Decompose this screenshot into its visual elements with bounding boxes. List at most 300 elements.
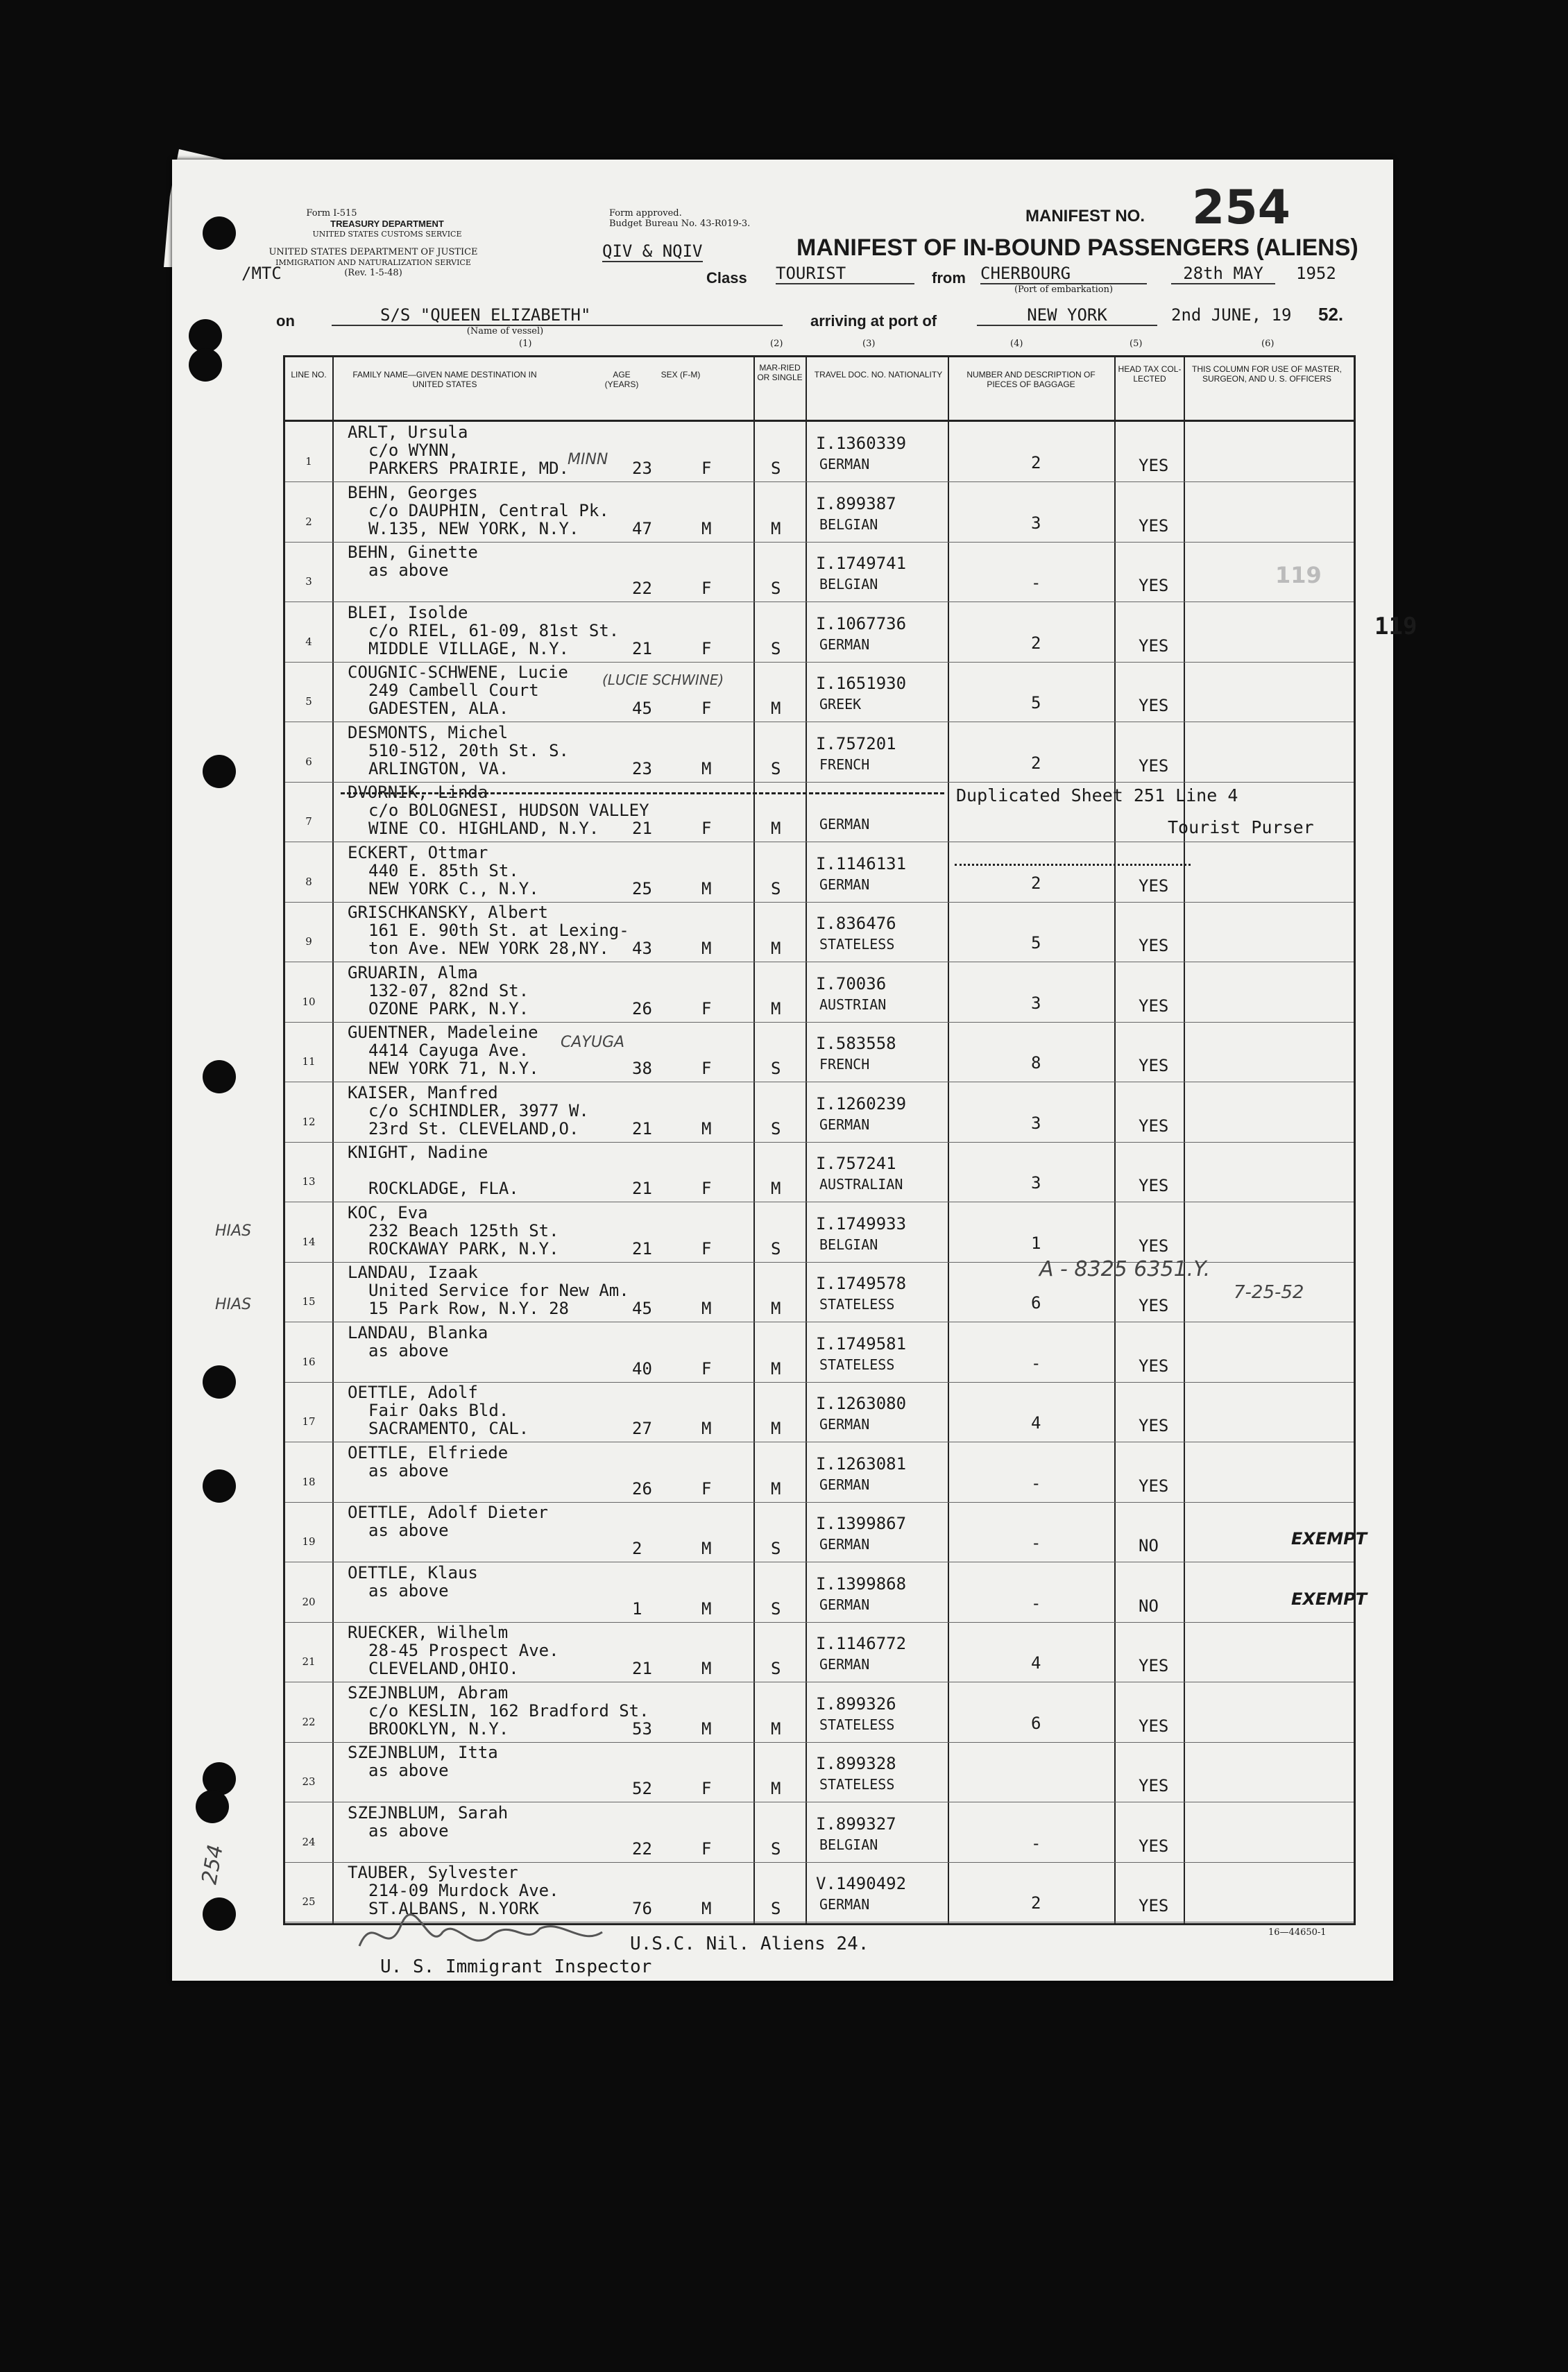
sex: M [701, 1718, 712, 1739]
sex: F [701, 1238, 712, 1258]
address-line: as above [368, 1820, 449, 1841]
age: 2 [632, 1539, 642, 1558]
age: 21 [632, 819, 652, 838]
travel-doc: I.1749578 [816, 1274, 907, 1293]
family-name: ECKERT, Ottmar [348, 842, 488, 862]
revision: (Rev. 1-5-48) [344, 268, 402, 278]
head-tax: NO [1139, 1536, 1159, 1555]
class-label: Class [706, 269, 747, 287]
marital-status: S [771, 1238, 781, 1258]
line-number: 23 [302, 1775, 316, 1788]
travel-doc: I.70036 [816, 973, 887, 993]
table-row [285, 1322, 1354, 1383]
age: 1 [632, 1598, 642, 1619]
travel-doc: I.1146772 [816, 1634, 907, 1653]
sex: F [701, 1059, 712, 1078]
address-line: 214-09 Murdock Ave. [368, 1881, 559, 1900]
head-tax: YES [1139, 1236, 1169, 1256]
family-name: ARLT, Ursula [348, 423, 468, 442]
address-line: ARLINGTON, VA. [368, 758, 509, 778]
table-row [285, 542, 1354, 602]
sex: M [701, 1659, 712, 1678]
age: 47 [632, 518, 652, 538]
age: 45 [632, 1299, 652, 1318]
departure-date: 28th MAY [1171, 264, 1275, 284]
marital-status: M [771, 998, 781, 1018]
baggage-count: - [1031, 1353, 1041, 1373]
address-line: OZONE PARK, N.Y. [368, 998, 529, 1018]
marital-status: M [771, 939, 781, 958]
marital-status: S [771, 1059, 781, 1078]
address-line: 132-07, 82nd St. [368, 980, 529, 1000]
marital-status: S [771, 758, 781, 778]
address-line: ton Ave. NEW YORK 28,NY. [368, 939, 609, 958]
nationality: STATELESS [819, 936, 895, 953]
address-line: as above [368, 1580, 449, 1601]
family-name: OETTLE, Klaus [348, 1562, 478, 1582]
head-tax: YES [1139, 1296, 1169, 1315]
head-tax: YES [1139, 1416, 1169, 1435]
marital-status: S [771, 1598, 781, 1619]
family-name: OETTLE, Adolf Dieter [348, 1503, 548, 1522]
nationality: AUSTRALIAN [819, 1176, 903, 1193]
age: 26 [632, 998, 652, 1018]
baggage-count: 2 [1031, 873, 1041, 893]
head-tax: YES [1139, 1896, 1169, 1915]
travel-doc: I.757201 [816, 733, 896, 753]
age: 21 [632, 1118, 652, 1138]
address-line: United Service for New Am. [368, 1281, 629, 1300]
travel-doc: I.1263081 [816, 1453, 907, 1474]
age: 26 [632, 1478, 652, 1499]
travel-doc: I.1360339 [816, 434, 907, 453]
marital-status: M [771, 1478, 781, 1499]
table-row [285, 662, 1354, 722]
age: 21 [632, 1238, 652, 1258]
family-name: DVORNIK, Linda [348, 783, 488, 802]
embarkation-note: (Port of embarkation) [1014, 284, 1114, 295]
travel-doc: I.583558 [816, 1034, 896, 1053]
address-line: as above [368, 561, 449, 580]
address-line: as above [368, 1460, 449, 1481]
family-name: LANDAU, Izaak [348, 1263, 478, 1282]
passenger-table [283, 355, 1417, 1925]
header-line: LINE NO. [291, 370, 327, 379]
table-row [285, 1802, 1354, 1863]
age: 23 [632, 459, 652, 478]
marital-status: M [771, 1358, 781, 1379]
line-number: 18 [302, 1475, 316, 1488]
strike-line [341, 792, 944, 794]
line-number: 7 [305, 815, 312, 828]
address-line: ROCKLADGE, FLA. [368, 1179, 519, 1198]
nationality: STATELESS [819, 1716, 895, 1733]
alien-number-note: A - 8325 6351.Y. [1039, 1257, 1211, 1281]
address-line: c/o BOLOGNESI, HUDSON VALLEY [368, 801, 649, 820]
arrival-date: 2nd JUNE, 19 [1171, 305, 1292, 325]
on-label: on [276, 312, 295, 330]
line-number: 25 [302, 1895, 316, 1908]
marital-status: S [771, 1899, 781, 1918]
departure-year: 1952 [1296, 264, 1336, 283]
table-row [285, 482, 1354, 543]
nationality: GERMAN [819, 1416, 870, 1433]
address-line: 510-512, 20th St. S. [368, 740, 569, 760]
table-row [285, 1382, 1354, 1442]
head-tax: YES [1139, 756, 1169, 776]
header-doc: TRAVEL DOC. NO. NATIONALITY [814, 370, 943, 379]
baggage-count: 2 [1031, 453, 1041, 472]
line-number: 8 [305, 875, 312, 888]
class-value: TOURIST [776, 264, 914, 284]
head-tax: YES [1139, 1776, 1169, 1795]
head-tax: YES [1139, 1656, 1169, 1675]
line-number: 1 [305, 455, 312, 468]
sex: M [701, 1419, 712, 1438]
address-line: c/o DAUPHIN, Central Pk. [368, 500, 609, 520]
col-num-6: (6) [1261, 339, 1275, 349]
family-name: KNIGHT, Nadine [348, 1143, 488, 1162]
sex: M [701, 1299, 712, 1318]
travel-doc: I.1651930 [816, 674, 907, 693]
family-name: SZEJNBLUM, Sarah [348, 1802, 509, 1823]
family-name: SZEJNBLUM, Abram [348, 1682, 509, 1703]
baggage-count: 4 [1031, 1413, 1041, 1433]
header-tax: HEAD TAX COL-LECTED [1118, 364, 1182, 384]
marital-status: S [771, 459, 781, 478]
sex: M [701, 1539, 712, 1558]
head-tax: YES [1139, 876, 1169, 896]
travel-doc: I.899326 [816, 1693, 896, 1714]
head-tax: NO [1139, 1596, 1159, 1616]
sex: M [701, 939, 712, 958]
address-line: 15 Park Row, N.Y. 28 [368, 1299, 569, 1318]
address-line: W.135, NEW YORK, N.Y. [368, 518, 579, 538]
address-line: ST.ALBANS, N.YORK [368, 1899, 539, 1918]
sex: M [701, 758, 712, 778]
baggage-count: - [1031, 1473, 1041, 1493]
nationality: GERMAN [819, 1476, 870, 1493]
sex: F [701, 459, 712, 478]
address-line: ROCKAWAY PARK, N.Y. [368, 1238, 559, 1258]
age: 22 [632, 1838, 652, 1859]
sex: M [701, 518, 712, 538]
header-name: FAMILY NAME—GIVEN NAME DESTINATION IN UNITED STATES [352, 370, 537, 389]
purser-note: Tourist Purser [1168, 817, 1314, 837]
nationality: GREEK [819, 696, 862, 713]
manifest-sheet [172, 160, 1417, 1981]
family-name: TAUBER, Sylvester [348, 1863, 518, 1882]
table-row [285, 1442, 1354, 1503]
marital-status: S [771, 1659, 781, 1678]
table-row [285, 1082, 1354, 1143]
punch-hole [196, 1790, 229, 1823]
header-officers: THIS COLUMN FOR USE OF MASTER, SURGEON, AND U. S. OFFICERS [1191, 364, 1342, 384]
age: 22 [632, 579, 652, 598]
address-line: 440 E. 85th St. [368, 860, 519, 880]
hias-note-2: HIAS [215, 1296, 252, 1313]
line-number: 5 [305, 695, 312, 708]
head-tax: YES [1139, 1176, 1169, 1195]
marital-status: M [771, 1718, 781, 1739]
table-row [285, 962, 1354, 1023]
manifest-label: MANIFEST NO. [1025, 207, 1145, 225]
travel-doc: I.899387 [816, 493, 896, 513]
nationality: BELGIAN [819, 1836, 878, 1853]
table-row [285, 722, 1354, 783]
address-line: 28-45 Prospect Ave. [368, 1641, 559, 1660]
family-name: LANDAU, Blanka [348, 1322, 488, 1342]
punch-hole [203, 216, 236, 250]
nationality: GERMAN [819, 1896, 870, 1913]
col-num-1: (1) [519, 339, 532, 349]
baggage-count: 2 [1031, 1893, 1041, 1913]
marital-status: S [771, 1539, 781, 1558]
marital-status: S [771, 638, 781, 658]
travel-doc: I.899328 [816, 1754, 896, 1773]
address-line: as above [368, 1340, 449, 1360]
marital-status: M [771, 819, 781, 838]
head-tax: YES [1139, 1356, 1169, 1376]
age: 45 [632, 699, 652, 718]
table-row [285, 842, 1354, 903]
age: 76 [632, 1899, 652, 1918]
head-tax: YES [1139, 1716, 1169, 1736]
line-number: 20 [302, 1595, 316, 1608]
table-row [285, 1682, 1354, 1743]
officer-note: EXEMPT [1291, 1529, 1367, 1548]
age: 52 [632, 1779, 652, 1798]
address-line: MIDDLE VILLAGE, N.Y. [368, 638, 569, 658]
punch-hole [203, 1897, 236, 1931]
line-number: 4 [305, 635, 312, 648]
travel-doc: I.1749933 [816, 1213, 907, 1234]
punch-hole [203, 1365, 236, 1399]
customs-line: UNITED STATES CUSTOMS SERVICE [312, 230, 462, 239]
col-num-3: (3) [862, 339, 876, 349]
head-tax: YES [1139, 1476, 1169, 1496]
age: 23 [632, 758, 652, 778]
head-tax: YES [1139, 1056, 1169, 1075]
print-code: 16—44650-1 [1268, 1927, 1327, 1938]
duplicated-note: Duplicated Sheet 251 Line 4 [956, 785, 1238, 805]
travel-doc: I.1399867 [816, 1514, 907, 1533]
col-num-4: (4) [1010, 339, 1023, 349]
doj-line: UNITED STATES DEPARTMENT OF JUSTICE [269, 247, 478, 257]
nationality: GERMAN [819, 876, 870, 893]
travel-doc: I.1399868 [816, 1573, 907, 1594]
travel-doc: I.1749741 [816, 554, 907, 573]
line-number: 17 [302, 1415, 316, 1428]
lucie-note: (LUCIE SCHWINE) [602, 672, 724, 688]
travel-doc: I.836476 [816, 914, 896, 933]
visa-class-code: QIV & NQIV [602, 241, 703, 261]
header-married: MAR-RIED OR SINGLE [757, 363, 803, 382]
age: 21 [632, 1659, 652, 1678]
sex: F [701, 1179, 712, 1198]
nationality: BELGIAN [819, 515, 878, 533]
travel-doc: I.899327 [816, 1814, 896, 1834]
head-tax: YES [1139, 1116, 1169, 1136]
nationality: GERMAN [819, 1536, 870, 1553]
family-name: KOC, Eva [348, 1202, 428, 1222]
purser-line [955, 864, 1191, 866]
punch-hole [189, 348, 222, 382]
sex: F [701, 1838, 712, 1859]
punch-hole [203, 1060, 236, 1093]
table-row [285, 1142, 1354, 1202]
marital-status: S [771, 878, 781, 898]
baggage-count: 1 [1031, 1233, 1041, 1253]
nationality: GERMAN [819, 456, 870, 472]
age: 21 [632, 638, 652, 658]
alien-number-date: 7-25-52 [1234, 1282, 1304, 1303]
punch-hole [203, 1469, 236, 1503]
vessel-note: (Name of vessel) [466, 326, 544, 336]
family-name: RUECKER, Wilhelm [348, 1623, 509, 1642]
travel-doc: I.1146131 [816, 853, 907, 873]
head-tax: YES [1139, 996, 1169, 1016]
head-tax: YES [1139, 456, 1169, 475]
family-name: BLEI, Isolde [348, 602, 468, 622]
baggage-count: - [1031, 1593, 1041, 1613]
address-line: c/o WYNN, [368, 441, 459, 460]
family-name: GRISCHKANSKY, Albert [348, 903, 548, 922]
sex: F [701, 638, 712, 658]
head-tax: YES [1139, 576, 1169, 595]
port-of-embarkation: CHERBOURG [980, 264, 1147, 284]
inspector-label: U. S. Immigrant Inspector [380, 1956, 652, 1977]
punch-hole [189, 319, 222, 352]
side-page-number: 254 [197, 1843, 228, 1886]
head-tax: YES [1139, 635, 1169, 656]
punch-hole [203, 755, 236, 788]
col-num-5: (5) [1130, 339, 1143, 349]
family-name: OETTLE, Adolf [348, 1383, 478, 1402]
manifest-title: MANIFEST OF IN-BOUND PASSENGERS (ALIENS) [796, 234, 1358, 261]
age: 43 [632, 939, 652, 958]
line-number: 16 [302, 1355, 316, 1368]
line-number: 3 [305, 575, 312, 588]
table-row [285, 602, 1417, 663]
address-line: as above [368, 1521, 449, 1540]
baggage-count: 6 [1031, 1293, 1041, 1313]
address-line: c/o SCHINDLER, 3977 W. [368, 1100, 589, 1120]
line-number: 10 [302, 995, 316, 1008]
address-line: c/o RIEL, 61-09, 81st St. [368, 620, 620, 640]
nationality: GERMAN [819, 1116, 870, 1133]
table-row [285, 1202, 1354, 1263]
line-number: 2 [305, 515, 312, 528]
travel-doc: I.1749581 [816, 1333, 907, 1354]
line-number: 19 [302, 1535, 316, 1548]
baggage-count: - [1031, 1833, 1041, 1853]
arriving-label: arriving at port of [810, 312, 937, 330]
head-tax: YES [1139, 936, 1169, 955]
travel-doc: I.1263080 [816, 1394, 907, 1413]
form-approved: Form approved. [609, 208, 682, 219]
from-label: from [932, 269, 966, 287]
line-number: 12 [302, 1115, 316, 1128]
table-row [285, 1022, 1354, 1082]
family-name: KAISER, Manfred [348, 1082, 498, 1102]
form-number: Form I-515 [306, 208, 357, 219]
inspector-signature [352, 1904, 616, 1967]
sex: F [701, 579, 712, 598]
marital-status: M [771, 1179, 781, 1198]
manifest-number: 254 [1192, 180, 1290, 235]
travel-doc: V.1490492 [816, 1874, 907, 1893]
table-row [285, 422, 1354, 482]
nationality: GERMAN [819, 635, 870, 653]
nationality: BELGIAN [819, 576, 878, 592]
marital-status: M [771, 1779, 781, 1798]
header-sex: SEX (F-M) [661, 370, 701, 379]
address-line: c/o KESLIN, 162 Bradford St. [368, 1700, 649, 1721]
address-line: 23rd St. CLEVELAND,O. [368, 1118, 579, 1138]
marital-status: S [771, 1118, 781, 1138]
address-line: GADESTEN, ALA. [368, 699, 509, 718]
family-name: OETTLE, Elfriede [348, 1442, 509, 1462]
family-name: BEHN, Ginette [348, 543, 478, 562]
nationality: GERMAN [819, 1656, 870, 1673]
header-age: AGE (YEARS) [604, 370, 639, 389]
marital-status: M [771, 1419, 781, 1438]
travel-doc: I.1260239 [816, 1093, 907, 1114]
age: 21 [632, 1179, 652, 1198]
baggage-count: 3 [1031, 993, 1041, 1013]
sex: F [701, 1358, 712, 1379]
marital-status: S [771, 1838, 781, 1859]
minn-note: MINN [568, 451, 608, 468]
faint-mark: 119 [1275, 562, 1322, 588]
table-row [285, 1742, 1354, 1802]
age: 53 [632, 1718, 652, 1739]
age: 25 [632, 878, 652, 898]
baggage-count: 2 [1031, 753, 1041, 773]
sex: F [701, 998, 712, 1018]
baggage-count: - [1031, 573, 1041, 592]
family-name: SZEJNBLUM, Itta [348, 1743, 498, 1762]
age: 38 [632, 1059, 652, 1078]
sex: M [701, 1899, 712, 1918]
sex: F [701, 1478, 712, 1499]
col-num-2: (2) [770, 339, 783, 349]
budget-bureau: Budget Bureau No. 43-R019-3. [609, 219, 751, 229]
baggage-count: 3 [1031, 1173, 1041, 1193]
marital-status: M [771, 518, 781, 538]
address-line: NEW YORK C., N.Y. [368, 878, 539, 898]
officer-note: 119 [1374, 612, 1417, 640]
baggage-count: 2 [1031, 633, 1041, 653]
officer-note: EXEMPT [1291, 1589, 1367, 1609]
baggage-count: 3 [1031, 1113, 1041, 1133]
table-row [285, 902, 1354, 962]
family-name: GUENTNER, Madeleine [348, 1023, 538, 1042]
table-row [285, 1562, 1367, 1623]
baggage-count: 5 [1031, 933, 1041, 953]
address-line: CLEVELAND,OHIO. [368, 1659, 519, 1678]
head-tax: YES [1139, 515, 1169, 536]
family-name: COUGNIC-SCHWENE, Lucie [348, 663, 568, 682]
line-number: 14 [302, 1235, 316, 1248]
cayuga-note: CAYUGA [561, 1034, 625, 1051]
nationality: STATELESS [819, 1776, 895, 1793]
line-number: 9 [305, 935, 312, 948]
address-line: 4414 Cayuga Ave. [368, 1041, 529, 1060]
line-number: 22 [302, 1715, 316, 1728]
address-line: BROOKLYN, N.Y. [368, 1718, 509, 1739]
